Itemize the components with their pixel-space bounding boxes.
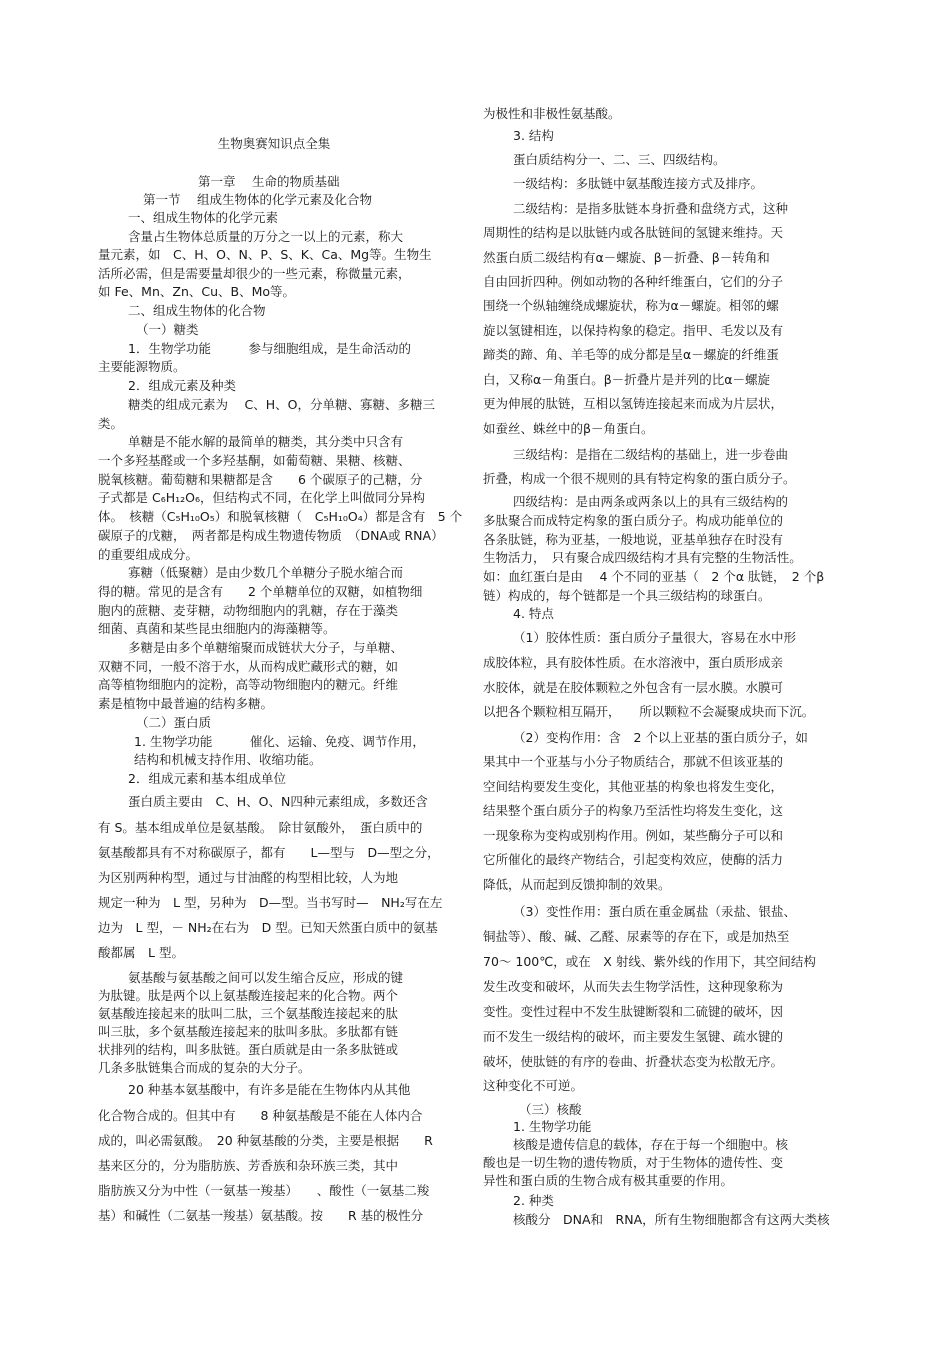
subheading: 3. 结构	[513, 128, 554, 143]
paragraph-line: 铜盐等）、酸、碱、乙醛、尿素等的存在下，或是加热至	[483, 929, 790, 944]
paragraph-line: 蛋白质结构分一、二、三、四级结构。	[513, 152, 726, 167]
paragraph-line: 类。	[98, 416, 124, 431]
paragraph-line: 化合物合成的。但其中有 8 种氨基酸是不能在人体内合	[98, 1108, 423, 1123]
paragraph-line: 成胶体粒，具有胶体性质。在水溶液中，蛋白质形成亲	[483, 655, 784, 670]
paragraph-line: 链）构成的，每个链都是一个具三级结构的球蛋白。	[483, 588, 771, 603]
paragraph-line: 寡糖（低聚糖）是由少数几个单糖分子脱水缩合而	[128, 565, 404, 580]
paragraph-line: 为区别两种构型，通过与甘油醛的构型相比较，人为地	[98, 870, 399, 885]
paragraph-line: 然蛋白质二级结构有α－螺旋、β－折叠、β－转角和	[483, 250, 770, 265]
paragraph-line: 基来区分的，分为脂肪族、芳香族和杂环族三类，其中	[98, 1158, 399, 1173]
subheading: 2. 种类	[513, 1193, 554, 1208]
paragraph-line: 几条多肽链集合而成的复杂的大分子。	[98, 1060, 311, 1075]
paragraph-line: 脱氧核糖。葡萄糖和果糖都是含 6 个碳原子的己糖，分	[98, 472, 423, 487]
paragraph-line: 为肽键。肽是两个以上氨基酸连接起来的化合物。两个	[98, 988, 399, 1003]
paragraph-line: 蛋白质主要由 C、H、O、N四种元素组成，多数还含	[128, 794, 428, 809]
section-heading: 第一节 组成生物体的化学元素及化合物	[143, 192, 372, 207]
paragraph-line: 折叠，构成一个很不规则的具有特定构象的蛋白质分子。	[483, 471, 796, 486]
paragraph-line: 核酸是遗传信息的载体，存在于每一个细胞中。核	[513, 1137, 789, 1152]
paragraph-line: 得的糖。常见的是含有 2 个单糖单位的双糖，如植物细	[98, 584, 423, 599]
paragraph-line: 的重要组成成分。	[98, 547, 199, 562]
paragraph-line: 异性和蛋白质的生物合成有极其重要的作用。	[483, 1173, 734, 1188]
paragraph-line: 子式都是 C₆H₁₂O₆，但结构式不同，在化学上叫做同分异构	[98, 490, 425, 505]
paragraph-line: 量元素，如 C、H、O、N、P、S、K、Ca、Mg等。生物生	[98, 247, 432, 262]
paragraph-line: 高等植物细胞内的淀粉，高等动物细胞内的糖元。纤维	[98, 677, 399, 692]
paragraph-line: 一个多羟基醛或一个多羟基酮，如葡萄糖、果糖、核糖、	[98, 453, 411, 468]
paragraph-line: 这种变化不可逆。	[483, 1078, 584, 1093]
paragraph-line: 体。 核糖（C₅H₁₀O₅）和脱氧核糖（ C₅H₁₀O₄）都是含有 5 个	[98, 509, 463, 524]
subheading: 1. 生物学功能	[513, 1119, 592, 1134]
paragraph-line: 周期性的结构是以肽链内或各肽链间的氢键来维持。天	[483, 225, 784, 240]
paragraph-line: （2）变构作用：含 2 个以上亚基的蛋白质分子，如	[513, 730, 808, 745]
paragraph-line: 破坏，使肽链的有序的卷曲、折叠状态变为松散无序。	[483, 1054, 784, 1069]
paragraph-line: 如：血红蛋白是由 4 个不同的亚基（ 2 个α 肽链， 2 个β	[483, 569, 825, 584]
paragraph-line: 叫三肽，多个氨基酸连接起来的肽叫多肽。多肽都有链	[98, 1024, 399, 1039]
paragraph-line: （1）胶体性质：蛋白质分子量很大，容易在水中形	[513, 630, 796, 645]
paragraph-line: 含量占生物体总质量的万分之一以上的元素，称大	[128, 229, 404, 244]
subheading: （一）糖类	[136, 322, 199, 337]
paragraph-line: 活所必需，但是需要量却很少的一些元素，称微量元素，	[98, 266, 411, 281]
subheading: 二、组成生物体的化合物	[128, 303, 266, 318]
paragraph-line: 酸也是一切生物的遗传物质，对于生物体的遗传性、变	[483, 1155, 784, 1170]
chapter-heading: 第一章 生命的物质基础	[198, 174, 340, 189]
paragraph-line: 如 Fe、Mn、Zn、Cu、B、Mo等。	[98, 284, 296, 299]
paragraph-line: 单糖是不能水解的最简单的糖类，其分类中只含有	[128, 434, 404, 449]
paragraph-line: 70～ 100℃，或在 X 射线、紫外线的作用下，其空间结构	[483, 954, 816, 969]
subheading: （二）蛋白质	[136, 715, 212, 730]
document-title: 生物奥赛知识点全集	[217, 136, 331, 151]
paragraph-line: 1．生物学功能 参与细胞组成，是生命活动的	[128, 341, 411, 356]
paragraph-line: 四级结构：是由两条或两条以上的具有三级结构的	[513, 494, 789, 509]
paragraph-line: 糖类的组成元素为 C、H、O，分单糖、寡糖、多糖三	[128, 397, 435, 412]
paragraph-line: 降低，从而起到反馈抑制的效果。	[483, 877, 671, 892]
paragraph-line: 状排列的结构，叫多肽链。蛋白质就是由一条多肽链或	[98, 1042, 399, 1057]
paragraph-line: 氨基酸都具有不对称碳原子，都有 L—型与 D—型之分，	[98, 845, 440, 860]
paragraph-line: 水胶体，就是在胶体颗粒之外包含有一层水膜。水膜可	[483, 680, 784, 695]
paragraph-line: 基）和碱性（二氨基一羧基）氨基酸。按 R 基的极性分	[98, 1208, 424, 1223]
paragraph-line: 多糖是由多个单糖缩聚而成链状大分子，与单糖、	[128, 640, 404, 655]
paragraph-line: 而不发生一级结构的破坏，而主要发生氢键、疏水键的	[483, 1029, 784, 1044]
paragraph-line: 主要能源物质。	[98, 359, 186, 374]
paragraph-line: 二级结构：是指多肽链本身折叠和盘绕方式，这种	[513, 201, 789, 216]
paragraph-line: 旋以氢键相连，以保持构象的稳定。指甲、毛发以及有	[483, 323, 784, 338]
paragraph-line: 自由回折四种。例如动物的各种纤维蛋白，它们的分子	[483, 274, 784, 289]
paragraph-line: 白，又称α－角蛋白。β－折叠片是并列的比α－螺旋	[483, 372, 770, 387]
paragraph-line: 碳原子的戊糖， 两者都是构成生物遗传物质 （DNA或 RNA）	[98, 528, 444, 543]
paragraph-line: 规定一种为 L 型，另种为 D—型。当书写时— NH₂写在左	[98, 895, 443, 910]
paragraph-line: 发生改变和破坏，从而失去生物学活性，这种现象称为	[483, 979, 784, 994]
paragraph-line: （3）变性作用：蛋白质在重金属盐（汞盐、银盐、	[513, 904, 796, 919]
paragraph-line: 生物活力， 只有聚合成四级结构才具有完整的生物活性。	[483, 550, 802, 565]
paragraph-line: 一现象称为变构或别构作用。例如，某些酶分子可以和	[483, 828, 784, 843]
paragraph-line: 结果整个蛋白质分子的构象乃至活性均将发生变化，这	[483, 803, 784, 818]
paragraph-line: 双糖不同，一般不溶于水，从而构成贮藏形式的糖，如	[98, 659, 399, 674]
paragraph-line: 以把各个颗粒相互隔开， 所以颗粒不会凝聚成块而下沉。	[483, 704, 815, 719]
paragraph-line: 三级结构：是指在二级结构的基础上，进一步卷曲	[513, 447, 789, 462]
paragraph-line: 细菌、真菌和某些昆虫细胞内的海藻糖等。	[98, 621, 336, 636]
paragraph-line: 它所催化的最终产物结合，引起变构效应，使酶的活力	[483, 852, 784, 867]
subheading: 4. 特点	[513, 606, 554, 621]
paragraph-line: 成的，叫必需氨酸。 20 种氨基酸的分类，主要是根据 R	[98, 1133, 433, 1148]
paragraph-line: 变性。变性过程中不发生肽键断裂和二硫键的破坏，因	[483, 1004, 784, 1019]
paragraph-line: 蹄类的蹄、角、羊毛等的成分都是呈α－螺旋的纤维蛋	[483, 347, 779, 362]
paragraph-line: 多肽聚合而成特定构象的蛋白质分子。构成功能单位的	[483, 513, 784, 528]
subheading: 2．组成元素和基本组成单位	[128, 771, 286, 786]
paragraph-line: 果其中一个亚基与小分子物质结合，那就不但该亚基的	[483, 754, 784, 769]
paragraph-line: 素是植物中最普遍的结构多糖。	[98, 696, 274, 711]
paragraph-line: 20 种基本氨基酸中，有许多是能在生物体内从其他	[128, 1082, 411, 1097]
paragraph-line: 如蚕丝、蛛丝中的β－角蛋白。	[483, 421, 654, 436]
subheading: 一、组成生物体的化学元素	[128, 210, 279, 225]
paragraph-line: 核酸分 DNA和 RNA，所有生物细胞都含有这两大类核	[513, 1212, 830, 1227]
paragraph-line: 酸都属 L 型。	[98, 945, 184, 960]
paragraph-line: 边为 L 型，－ NH₂在右为 D 型。已知天然蛋白质中的氨基	[98, 920, 438, 935]
paragraph-line: 更为伸展的肽链，互相以氢铸连接起来而成为片层状，	[483, 396, 784, 411]
paragraph-line: 围绕一个纵轴缠绕成螺旋状，称为α－螺旋。相邻的螺	[483, 298, 779, 313]
paragraph-line: 脂肪族又分为中性（一氨基一羧基） 、酸性（一氨基二羧	[98, 1183, 430, 1198]
paragraph-line: 各条肽链，称为亚基，一般地说，亚基单独存在时没有	[483, 532, 784, 547]
paragraph-line: 氨基酸与氨基酸之间可以发生缩合反应，形成的键	[128, 970, 404, 985]
paragraph-line: 1. 生物学功能 催化、运输、免疫、调节作用，	[134, 734, 425, 749]
paragraph-line: 氨基酸连接起来的肽叫二肽，三个氨基酸连接起来的肽	[98, 1006, 399, 1021]
paragraph-line: 胞内的蔗糖、麦芽糖，动物细胞内的乳糖，存在于藻类	[98, 603, 399, 618]
paragraph-line: 为极性和非极性氨基酸。	[483, 106, 621, 121]
paragraph-line: 空间结构要发生变化，其他亚基的构象也将发生变化，	[483, 779, 784, 794]
subheading: （三）核酸	[519, 1102, 582, 1117]
subheading: 2．组成元素及种类	[128, 378, 236, 393]
paragraph-line: 结构和机械支持作用、收缩功能。	[134, 752, 322, 767]
paragraph-line: 有 S。基本组成单位是氨基酸。 除甘氨酸外， 蛋白质中的	[98, 820, 423, 835]
paragraph-line: 一级结构：多肽链中氨基酸连接方式及排序。	[513, 176, 764, 191]
